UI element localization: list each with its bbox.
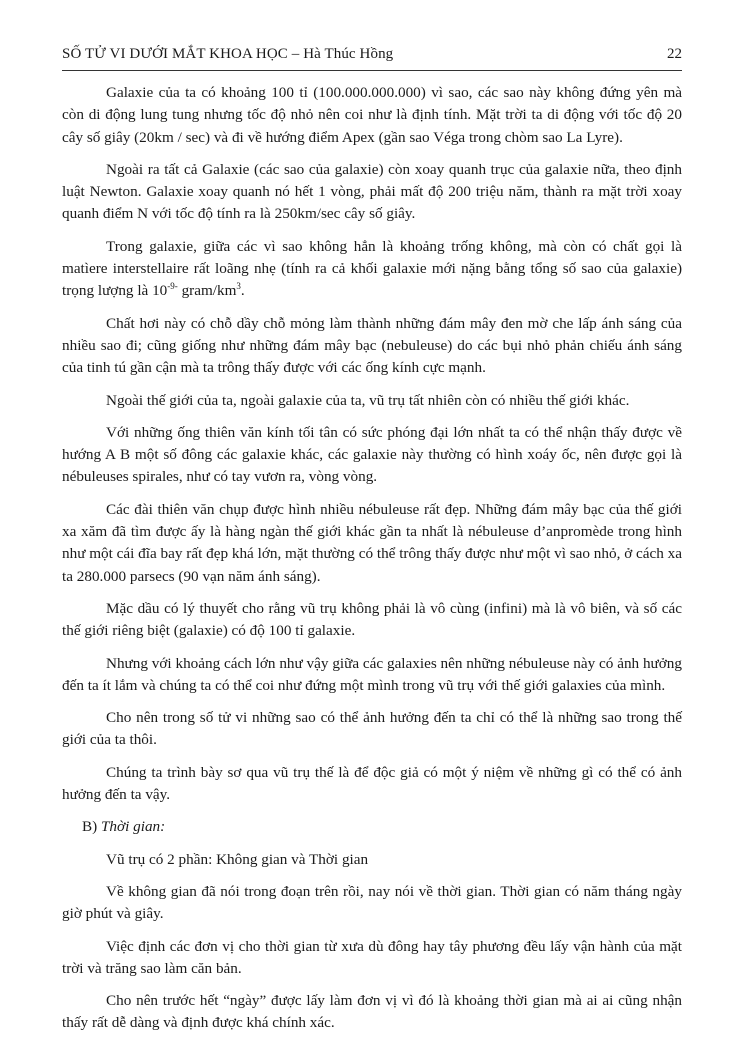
paragraph: Vũ trụ có 2 phần: Không gian và Thời gian	[106, 850, 369, 868]
paragraph: Về không gian đã nói trong đoạn trên rồi, nay nói về thời gian. Thời gian có năm tháng ngày giờ phút và giây.	[62, 882, 682, 923]
paragraph: Ngoài ra tất cả Galaxie (các sao của galaxie) còn xoay quanh trục của galaxie nữa, theo định luật Newton. Galaxie xoay quanh nó hết 1 vòng, phải mất độ 200 triệu năm, thành ra mặt trời xoay quanh điểm N với tốc độ tính ra là 250km/sec cây số giây.	[62, 160, 682, 223]
paragraph-text: .	[240, 282, 245, 300]
paragraph: Cho nên trước hết “ngày” được lấy làm đơn vị vì đó là khoảng thời gian mà ai ai cũng nhận thấy rất dễ dàng và định được khá chính xác.	[62, 992, 682, 1032]
section-title: Thời gian:	[100, 818, 166, 836]
paragraph: Cho nên trong số tử vi những sao có thể ảnh hưởng đến ta chỉ có thể là những sao trong thế giới của ta thôi.	[62, 709, 682, 749]
paragraph: Các đài thiên văn chụp được hình nhiều nébuleuse rất đẹp. Những đám mây bạc của thế giới xa xăm đã tìm được ấy là hàng ngàn thế giới khác gần ta nhất là nébuleuse d’anpromède trong hình như một cái đĩa bay rất đẹp khá lớn, mặt thường có thể trông thấy được như một vì sao nhỏ, ở cách xa ta 280.000 parsecs (90 vạn năm ánh sáng).	[62, 500, 682, 585]
paragraph: Việc định các đơn vị cho thời gian từ xưa dù đông hay tây phương đều lấy vận hành của mặt trời và trăng sao làm căn bản.	[62, 937, 682, 977]
exponent: -9-	[167, 281, 178, 292]
paragraph: Chúng ta trình bày sơ qua vũ trụ thế là để độc giả có một ý niệm về những gì có thể có ảnh hưởng đến ta vậy.	[62, 763, 682, 804]
paragraph: Galaxie của ta có khoảng 100 tỉ (100.000.000.000) vì sao, các sao này không đứng yên mà còn di động lung tung nhưng tốc độ nhỏ nên coi như là định tính. Mặt trời ta di động với tốc độ 20 cây số giây (20km / sec) và đi về hướng điểm Apex (gần sao Véga trong chòm sao La Lyre).	[62, 84, 682, 146]
paragraph: Với những ống thiên văn kính tối tân có sức phóng đại lớn nhất ta có thể nhận thấy được về hướng A B một số đông các galaxie khác, các galaxie này thường có hình xoáy ốc, nên được gọi là nébuleuses spirales, như có tay vươn ra, vòng vòng.	[62, 423, 682, 486]
section-letter: B)	[82, 818, 98, 836]
paragraph-text: Trong galaxie, giữa các vì sao không hẳn là khoảng trống không, mà còn có chất gọi là matìere interstellaire rất loãng nhẹ (tính ra cả khối galaxie mới nặng bằng tổng số sao của galaxie) trọng lượng là 10	[62, 237, 682, 300]
paragraph	[62, 236, 682, 303]
paragraph: Chất hơi này có chỗ dầy chỗ mỏng làm thành những đám mây đen mờ che lấp ánh sáng của nhiều sao đi; cũng giống như những đám mây bạc (nebuleuse) do các bụi nhỏ phản chiếu ánh sáng của tinh tú gần cận mà ta trông thấy được với các ống kính cực mạnh.	[62, 314, 682, 377]
section-heading	[62, 816, 682, 838]
page-number: 22	[667, 46, 682, 62]
running-title: SỐ TỬ VI DƯỚI MẮT KHOA HỌC – Hà Thúc Hồng	[62, 46, 394, 62]
paragraph: Nhưng với khoảng cách lớn như vậy giữa các galaxies nên những nébuleuse này có ảnh hưởng đến ta ít lắm và chúng ta có thể coi như đứng một mình trong vũ trụ với thế giới galaxies của mình.	[62, 654, 682, 694]
exponent: 3	[236, 281, 241, 292]
paragraph: Mặc dầu có lý thuyết cho rằng vũ trụ không phải là vô cùng (infini) mà là vô biên, và số các thế giới riêng biệt (galaxie) có độ 100 tỉ galaxie.	[62, 599, 682, 640]
paragraph: Ngoài thế giới của ta, ngoài galaxie của ta, vũ trụ tất nhiên còn có nhiều thế giới khác.	[106, 391, 630, 409]
paragraph-text: gram/km	[177, 282, 237, 300]
body-text	[62, 82, 682, 1045]
page-header	[62, 44, 682, 71]
